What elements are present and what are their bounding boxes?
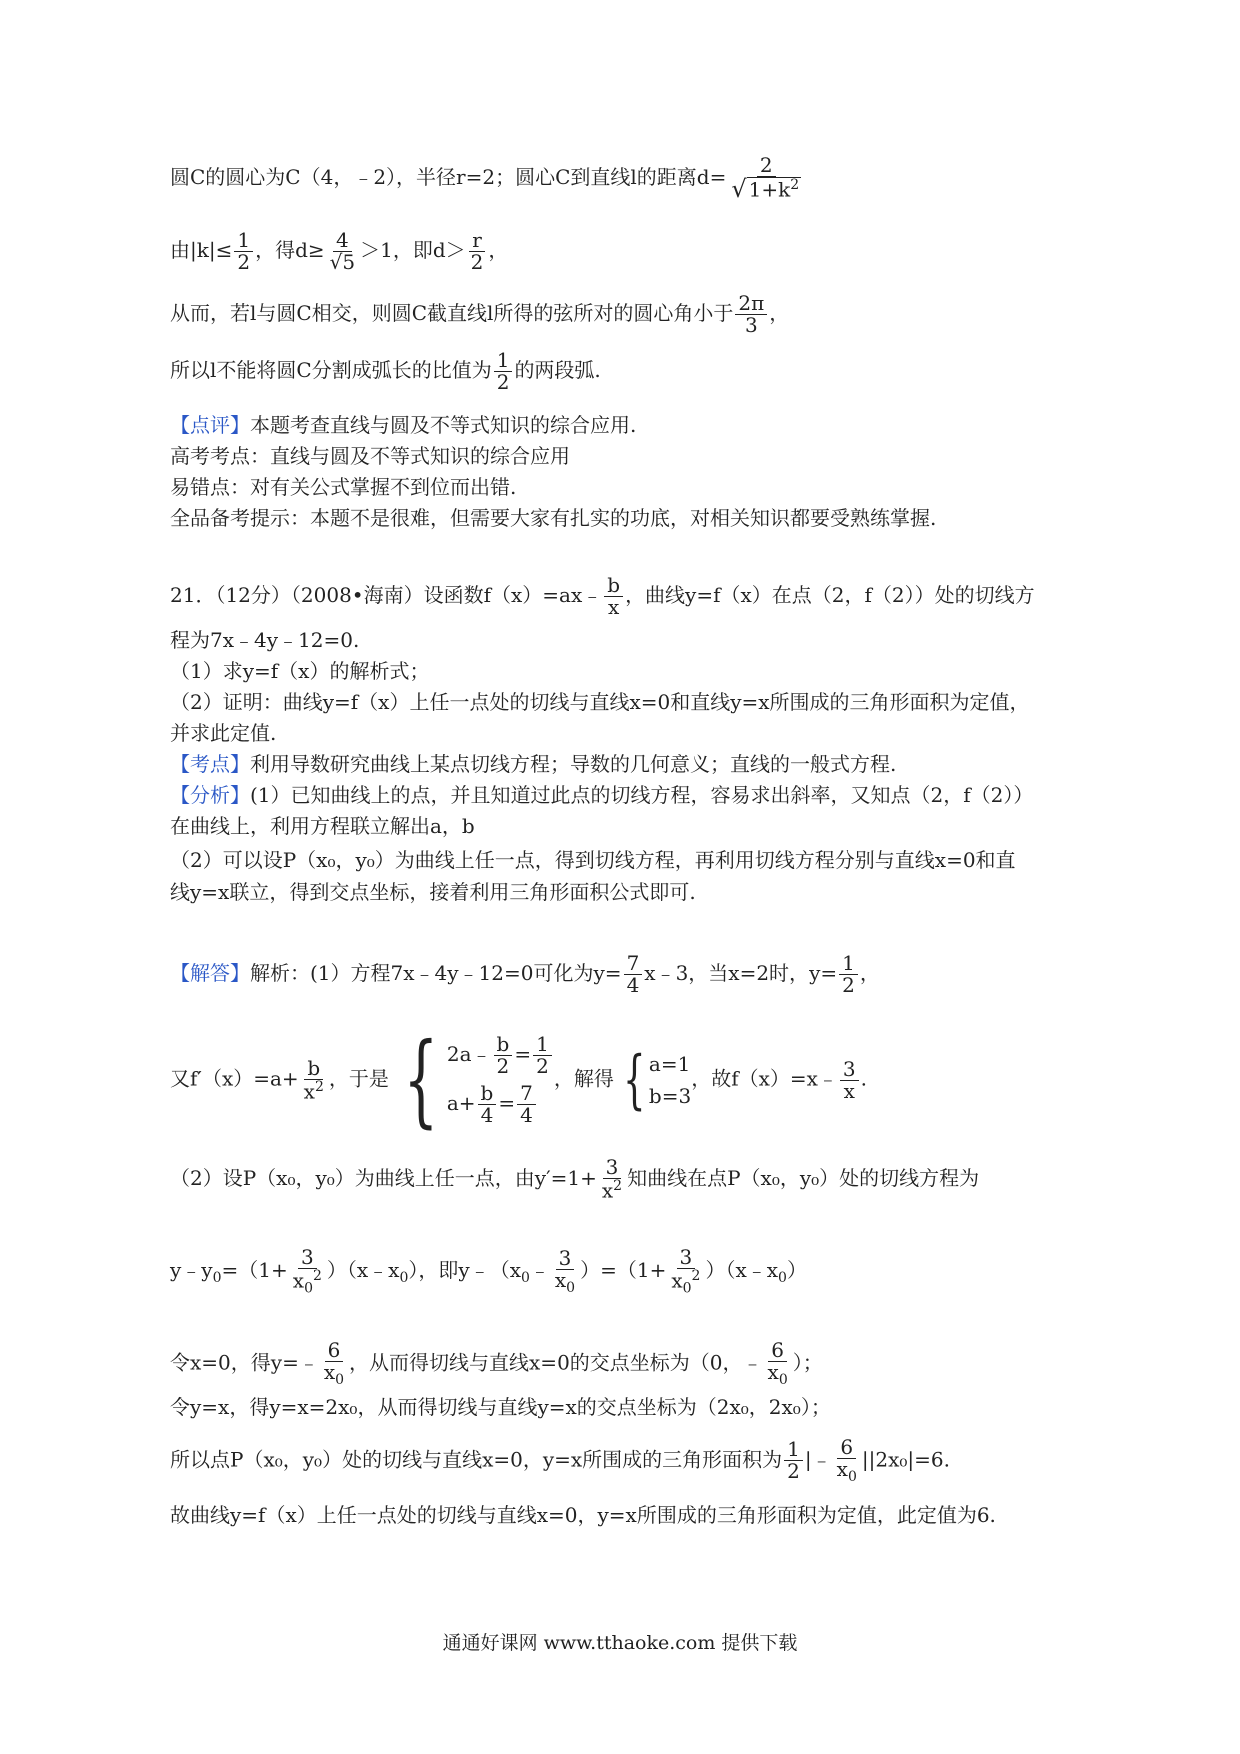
- analysis-line4: 线y=x联立，得到交点坐标，接着利用三角形面积公式即可.: [170, 880, 696, 904]
- solution-line1: 【解答】解析：(1）方程7x﹣4y﹣12=0可化为y= $\frac{7}{4}$ x﹣3，当x=2时，y= $\frac{1}{2}$ ，: [170, 951, 880, 997]
- analysis-line3: （2）可以设P（x₀，y₀）为曲线上任一点，得到切线方程，再利用切线方程分别与直线x=0和直: [170, 848, 1016, 872]
- equation-system: { 2a﹣ $\frac{b}{2}$ = $\frac{1}{2}$ a+ $\frac{b}{4}$ = $\frac{7}{4}$: [395, 1030, 554, 1130]
- question-21-part2: （2）证明：曲线y=f（x）上任一点处的切线与直线x=0和直线y=x所围成的三角形面积为定值，: [170, 690, 1030, 714]
- question-21-part2-cont: 并求此定值.: [170, 721, 277, 745]
- key-point-line: 【考点】利用导数研究曲线上某点切线方程；导数的几何意义；直线的一般式方程.: [170, 752, 897, 776]
- line-arc-ratio: 所以l不能将圆C分割成弧长的比值为 $\frac{1}{2}$ 的两段弧.: [170, 348, 601, 394]
- analysis-line1: 【分析】(1）已知曲线上的点，并且知道过此点的切线方程，容易求出斜率，又知点（2，f（2））: [170, 783, 1034, 807]
- footer-source: 通通好课网 www.tthaoke.com 提供下载: [442, 1632, 798, 1654]
- question-21-part1: （1）求y=f（x）的解析式；: [170, 659, 430, 683]
- solution-line5: 令x=0，得y=﹣ $\frac{6}{x_0}$ ，从而得切线与直线x=0的交点坐标为（0，﹣ $\frac{6}{x_0}$ ）；: [170, 1338, 823, 1388]
- line-circle-center: 圆C的圆心为C（4，﹣2），半径r=2；圆心C到直线l的距离d= $\frac{2}{√ 1+k^2}$: [170, 155, 806, 202]
- question-21-line: 21．（12分）（2008•海南）设函数f（x）=ax﹣ $\frac{b}{x}$ ，曲线y=f（x）在点（2，f（2））处的切线方: [170, 573, 1035, 619]
- error-point-line: 易错点：对有关公式掌握不到位而出错.: [170, 475, 517, 499]
- analysis-line2: 在曲线上，利用方程联立解出a，b: [170, 814, 475, 838]
- solution-line6: 令y=x，得y=x=2x₀，从而得切线与直线y=x的交点坐标为（2x₀，2x₀）；: [170, 1395, 831, 1419]
- exam-point-line: 高考考点：直线与圆及不等式知识的综合应用: [170, 444, 570, 468]
- solution-line3: （2）设P（x₀，y₀）为曲线上任一点，由y′=1+ $\frac{3}{x^2}$ 知曲线在点P（x₀，y₀）处的切线方程为: [170, 1155, 980, 1203]
- solution-system: { a=1 b=3: [623, 1043, 692, 1117]
- line-inequality: 由|k|≤ $\frac{1}{2}$ ，得d≥ $\frac{4}{√5}$ ＞1，即d＞ $\frac{r}{2}$ ，: [170, 228, 509, 274]
- solution-line2: 又f′（x）=a+ $\frac{b}{x^2}$ ，于是 { 2a﹣ $\frac{b}{2}$ = $\frac{1}{2}$ a+ $\frac{b}{4}$ = $\frac{7}{4}$ ，解得 { a=1 b=3 ，故f（x）=x﹣ $\frac{3}{x}$ .: [170, 1021, 868, 1138]
- solution-line4: $y﹣y_0=(1+$ $\frac{3}{x_0^2}$ ）$(x﹣x_0)$，即$y﹣(x_0﹣$ $\frac{3}{x_0}$ ）=（1+ $\frac{3}{x_0^2}$ ）$(x﹣x_0)$: [170, 1245, 807, 1297]
- review-line: 【点评】本题考查直线与圆及不等式知识的综合应用.: [170, 413, 637, 437]
- tip-line: 全品备考提示：本题不是很难，但需要大家有扎实的功底，对相关知识都要受熟练掌握.: [170, 506, 937, 530]
- question-21-line2: 程为7x﹣4y﹣12=0.: [170, 628, 360, 652]
- solution-line8: 故曲线y=f（x）上任一点处的切线与直线x=0，y=x所围成的三角形面积为定值，此定值为6.: [170, 1503, 996, 1527]
- solution-line7: 所以点P（x₀，y₀）处的切线与直线x=0，y=x所围成的三角形面积为 $\frac{1}{2}$ |﹣ $\frac{6}{x_0}$ ||2x₀|=6.: [170, 1435, 950, 1485]
- line-central-angle: 从而，若l与圆C相交，则圆C截直线l所得的弦所对的圆心角小于 $\frac{2\pi}{3}$ ，: [170, 291, 790, 337]
- distance-fraction: $\frac{2}{√ 1+k^2}$: [731, 153, 800, 203]
